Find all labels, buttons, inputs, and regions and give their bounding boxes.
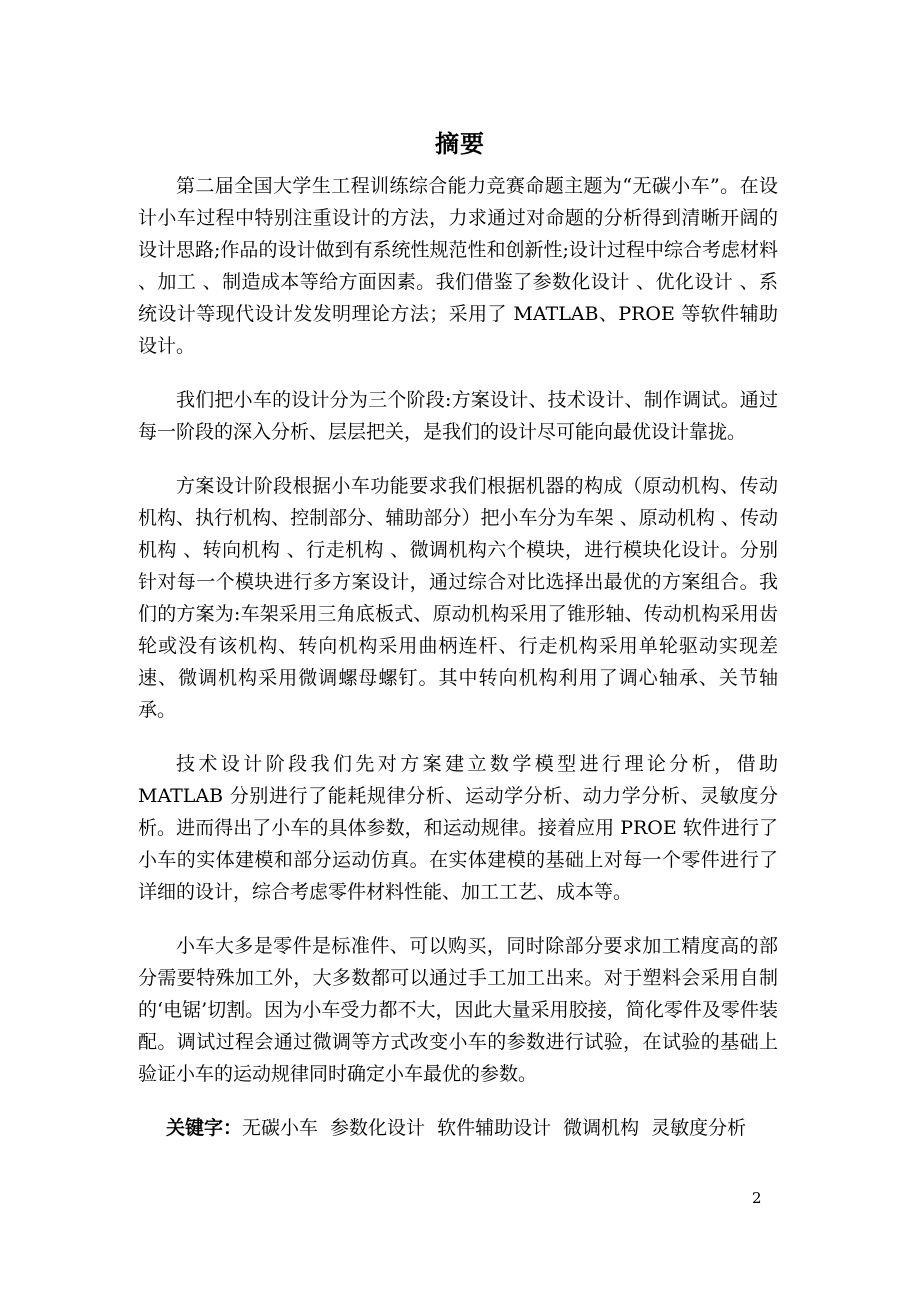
abstract-paragraph-3: 方案设计阶段根据小车功能要求我们根据机器的构成（原动机构、传动机构、执行机构、控制部分、辅助部分）把小车分为车架 、原动机构 、传动机构 、转向机构 、行走机构 、微调机构六个模块，进行模块化设计。分别针对每一个模块进行多方案设计，通过综合对比选择出最优的方案组合。我们的方案为:车架采用三角底板式、原动机构采用了锥形轴、传动机构采用齿轮或没有该机构、转向机构采用曲柄连杆、行走机构采用单轮驱动实现差速、微调机构采用微调螺母螺钉。其中转向机构利用了调心轴承、关节轴承。 bbox=[138, 475, 778, 721]
abstract-paragraph-5: 小车大多是零件是标准件、可以购买，同时除部分要求加工精度高的部分需要特殊加工外，大多数都可以通过手工加工出来。对于塑料会采用自制的‘电锯’切割。因为小车受力都不大，因此大量采用胶接，简化零件及零件装配。调试过程会通过微调等方式改变小车的参数进行试验，在试验的基础上验证小车的运动规律同时确定小车最优的参数。 bbox=[138, 935, 778, 1085]
page-number: 2 bbox=[752, 1189, 762, 1207]
abstract-paragraph-4: 技术设计阶段我们先对方案建立数学模型进行理论分析，借助 MATLAB 分别进行了能耗规律分析、运动学分析、动力学分析、灵敏度分析。进而得出了小车的具体参数，和运动规律。接着应用 PROE 软件进行了小车的实体建模和部分运动仿真。在实体建模的基础上对每一个零件进行了详细的设计，综合考虑零件材料性能、加工工艺、成本等。 bbox=[138, 753, 778, 903]
abstract-paragraph-2: 我们把小车的设计分为三个阶段:方案设计、技术设计、制作调试。通过每一阶段的深入分析、层层把关，是我们的设计尽可能向最优设计靠拢。 bbox=[138, 389, 778, 443]
abstract-paragraph-1: 第二届全国大学生工程训练综合能力竞赛命题主题为“无碳小车”。在设计小车过程中特别注重设计的方法，力求通过对命题的分析得到清晰开阔的设计思路;作品的设计做到有系统性规范性和创新性;设计过程中综合考虑材料 、加工 、制造成本等给方面因素。我们借鉴了参数化设计 、优化设计 、系统设计等现代设计发发明理论方法；采用了 MATLAB、PROE 等软件辅助设计。 bbox=[138, 175, 778, 357]
abstract-body bbox=[138, 170, 778, 1112]
keywords-label: 关键字： bbox=[166, 1117, 243, 1139]
keywords-value: 无碳小车 参数化设计 软件辅助设计 微调机构 灵敏度分析 bbox=[242, 1117, 747, 1139]
keywords-line bbox=[166, 1112, 786, 1144]
page-title: 摘要 bbox=[435, 129, 485, 158]
